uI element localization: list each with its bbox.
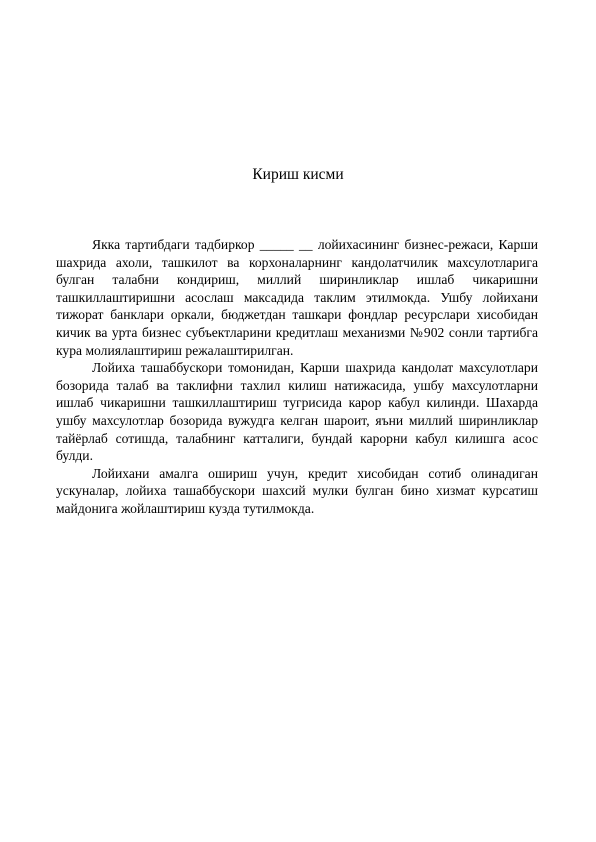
paragraph-1: Якка тартибдаги тадбиркор _____ __ лойихасининг бизнес-режаси, Карши шахрида ахоли, ташкилот ва корхоналарнинг кандолатчилик махсулотларига булган талабни кондириш, миллий ширинликлар ишлаб чикаришни ташкиллаштиришни асослаш максадида таклим этилмокда. Ушбу лойихани тижорат банклари оркали, бюджетдан ташкари фондлар ресурслари хисобидан кичик ва урта бизнес субъектларини кредитлаш механизми №902 сонли тартибга кура молиялаштириш режалаштирилган. — [56, 237, 538, 358]
paragraph-3: Лойихани амалга ошириш учун, кредит хисобидан сотиб олинадиган ускуналар, лойиха ташаббускори шахсий мулки булган бино хизмат курсатиш майдонига жойлаштириш кузда тутилмокда. — [56, 465, 538, 516]
section-title: Кириш кисми — [252, 166, 344, 183]
paragraph-2: Лойиха ташаббускори томонидан, Карши шахрида кандолат махсулотлари бозорида талаб ва таклифни тахлил килиш натижасида, ушбу махсулотларни ишлаб чикаришни ташкиллаштириш тугрисида карор кабул килинди. Шахарда ушбу махсулотлар бозорида вужудга келган шароит, яъни миллий ширинликлар тайёрлаб сотишда, талабнинг катталиги, бундай карорни кабул килишга асос булди. — [56, 360, 538, 464]
body-text — [56, 236, 538, 518]
